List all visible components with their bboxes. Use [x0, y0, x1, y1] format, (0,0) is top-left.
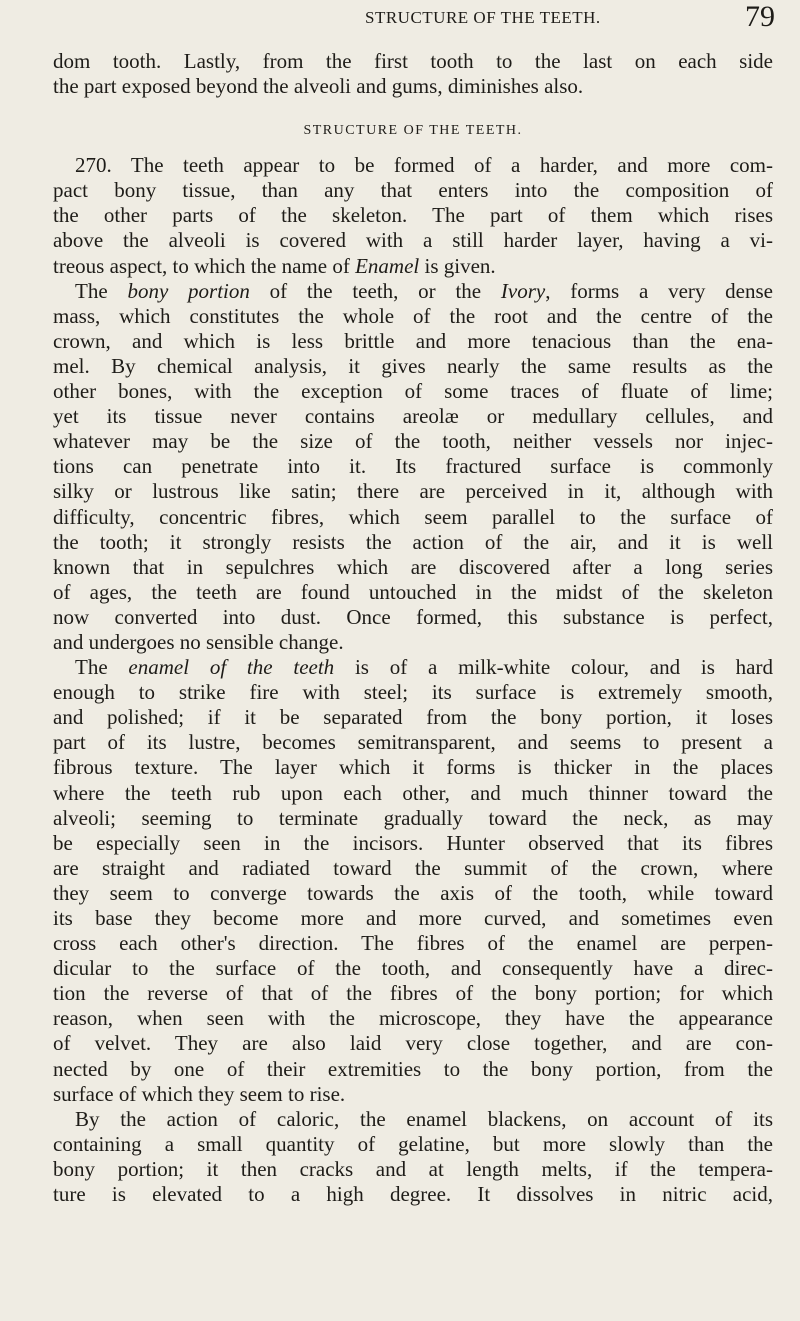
running-head: STRUCTURE OF THE TEETH.: [365, 8, 601, 27]
text-line: reason, when seen with the microscope, they have the appearance: [53, 1006, 773, 1031]
text-line: other bones, with the exception of some traces of fluate of lime;: [53, 379, 773, 404]
text-line: and undergoes no sensible change.: [53, 629, 344, 654]
text-line: containing a small quantity of gelatine, but more slowly than the: [53, 1131, 773, 1156]
text-line: are straight and radiated toward the summit of the crown, where: [53, 855, 773, 880]
text-line: crown, and which is less brittle and more tenacious than the ena-: [53, 328, 773, 353]
text-line: of ages, the teeth are found untouched in the midst of the skeleton: [53, 579, 773, 604]
text-line: they seem to converge towards the axis of the tooth, while toward: [53, 880, 773, 905]
text-line: 270. The teeth appear to be formed of a harder, and more com-: [75, 153, 773, 178]
text-line: alveoli; seeming to terminate gradually toward the neck, as may: [53, 805, 773, 830]
text-line: now converted into dust. Once formed, this substance is perfect,: [53, 604, 773, 629]
text-line: the part exposed beyond the alveoli and gums, diminishes also.: [53, 74, 584, 99]
text-line: By the action of caloric, the enamel blackens, on account of its: [75, 1106, 773, 1131]
text-line: above the alveoli is covered with a still harder layer, having a vi-: [53, 228, 773, 253]
text-line: whatever may be the size of the tooth, neither vessels nor injec-: [53, 429, 773, 454]
text-line: mass, which constitutes the whole of the root and the centre of the: [53, 303, 773, 328]
text-line: known that in sepulchres which are discovered after a long series: [53, 554, 773, 579]
text-line: its base they become more and more curved, and sometimes even: [53, 906, 773, 930]
body-text: [53, 49, 773, 1207]
text-line: mel. By chemical analysis, it gives nearly the same results as the: [53, 353, 773, 378]
text-line: of velvet. They are also laid very close together, and are con-: [53, 1031, 773, 1056]
page-number: 79: [745, 0, 775, 33]
text-line: dicular to the surface of the tooth, and consequently have a direc-: [53, 956, 773, 981]
text-line: difficulty, concentric fibres, which seem parallel to the surface of: [53, 504, 773, 529]
text-line: dom tooth. Lastly, from the first tooth to the last on each side: [53, 49, 773, 73]
text-line: The enamel of the teeth is of a milk-white colour, and is hard: [75, 655, 773, 680]
text-line: cross each other's direction. The fibres of the enamel are perpen-: [53, 931, 773, 956]
text-line: The bony portion of the teeth, or the Ivory, forms a very dense: [75, 278, 773, 303]
text-line: ture is elevated to a high degree. It dissolves in nitric acid,: [53, 1182, 773, 1207]
text-line: treous aspect, to which the name of Enamel is given.: [53, 253, 496, 278]
text-line: tion the reverse of that of the fibres of the bony portion; for which: [53, 981, 773, 1006]
text-line: where the teeth rub upon each other, and much thinner toward the: [53, 780, 773, 805]
text-line: be especially seen in the incisors. Hunter observed that its fibres: [53, 830, 773, 855]
text-line: yet its tissue never contains areolæ or medullary cellules, and: [53, 404, 773, 429]
text-line: surface of which they seem to rise.: [53, 1081, 346, 1106]
text-line: fibrous texture. The layer which it forms is thicker in the places: [53, 755, 773, 780]
text-line: the tooth; it strongly resists the action of the air, and it is well: [53, 529, 773, 554]
text-line: nected by one of their extremities to the bony portion, from the: [53, 1056, 773, 1081]
section-heading: STRUCTURE OF THE TEETH.: [303, 123, 523, 139]
text-line: tions can penetrate into it. Its fractured surface is commonly: [53, 454, 773, 479]
text-line: the other parts of the skeleton. The part of them which rises: [53, 203, 773, 228]
text-line: pact bony tissue, than any that enters into the composition of: [53, 178, 773, 203]
text-line: silky or lustrous like satin; there are perceived in it, although with: [53, 479, 773, 504]
text-line: bony portion; it then cracks and at length melts, if the tempera-: [53, 1156, 773, 1181]
text-line: enough to strike fire with steel; its surface is extremely smooth,: [53, 680, 773, 705]
text-line: part of its lustre, becomes semitransparent, and seems to present a: [53, 730, 773, 755]
text-line: and polished; if it be separated from the bony portion, it loses: [53, 705, 773, 730]
